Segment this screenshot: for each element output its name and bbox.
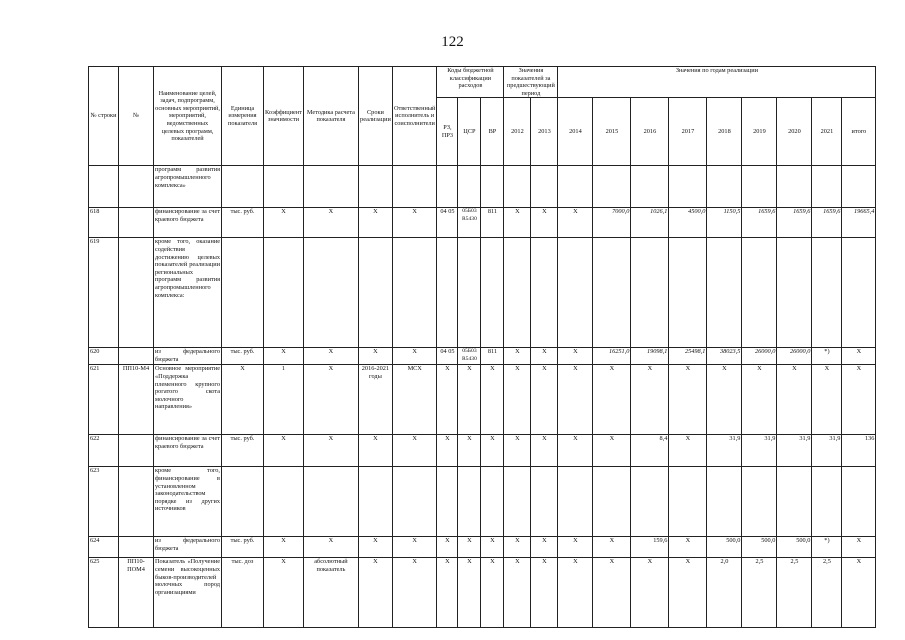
cell-code [119,435,154,467]
cell-unit: тыс. руб. [222,435,264,467]
cell-vr: 811 [481,348,504,365]
cell-2018: 38023,5 [707,348,742,365]
cell-2018: 2,0 [707,558,742,628]
cell-name: финансирование за счет краевого бюджета [154,435,222,467]
cell-vr: X [481,435,504,467]
cell-2016: 1026,1 [631,208,669,238]
cell-csr: X [458,365,481,435]
cell-2012: X [504,537,531,558]
cell-2014: X [558,348,593,365]
cell-row-no: 621 [89,365,119,435]
cell-2013: X [531,558,558,628]
header-vr: ВР [481,98,504,166]
cell-2020: 500,0 [777,537,812,558]
cell-2021: 1659,6 [812,208,842,238]
cell-2017: 4500,0 [669,208,707,238]
cell-2014: X [558,537,593,558]
cell-2020: 1659,6 [777,208,812,238]
cell-2020: X [777,365,812,435]
cell-rz: X [437,365,458,435]
cell-total: X [842,558,876,628]
cell-code [119,537,154,558]
cell-2014: X [558,208,593,238]
cell-row-no: 622 [89,435,119,467]
cell-2016: X [631,558,669,628]
cell-name: из федерального бюджета [155,348,220,363]
cell-2013: X [531,435,558,467]
header-coef: Коэффициент значимости [264,67,304,166]
cell-unit: тыс. доз [222,558,264,628]
header-year-2018: 2018 [707,98,742,166]
table-row [89,166,876,208]
header-total: итого [842,98,876,166]
cell-name: финансирование за счет краевого бюджета [154,208,222,238]
header-unit: Единица измерения показателя [222,67,264,166]
cell-2016: 19098,1 [631,348,669,365]
cell-coef: 1 [264,365,304,435]
cell-row-no: 620 [89,348,119,365]
cell-2017: 25498,1 [669,348,707,365]
cell-2021: 31,9 [812,435,842,467]
cell-2018: 1150,5 [707,208,742,238]
cell-csr: X [458,435,481,467]
header-year-2017: 2017 [669,98,707,166]
cell-name: из федерального бюджета [154,537,222,558]
cell-coef: X [264,558,304,628]
cell-responsible: X [392,537,436,558]
cell-2021: *) [812,537,842,558]
cell-csr: 05Б03 R5430 [458,348,481,365]
cell-total: X [842,365,876,435]
cell-2017: X [669,558,707,628]
cell-method: X [303,435,358,467]
header-rz: РЗ, ПР3 [437,98,458,166]
cell-responsible: X [392,208,436,238]
header-code: № [119,67,154,166]
cell-vr: X [481,365,504,435]
table-row [89,467,876,537]
cell-2017: X [669,365,707,435]
cell-2021: 2,5 [812,558,842,628]
header-prev-period: Значения показателей за предшествующий период [504,67,558,98]
cell-rz: 04 05 [437,348,458,365]
cell-method: X [303,348,358,365]
cell-code [119,166,154,208]
cell-responsible: X [392,435,436,467]
cell-row-no: 618 [89,208,119,238]
cell-2018: 31,9 [707,435,742,467]
cell-name: кроме того, оказание содействия достижению целевых показателей реализации региональных программ развития агропромышленного комплекса: [154,238,222,348]
cell-name: Основное мероприятие «Поддержка племенного крупного рогатого скота молочного направления» [154,365,222,435]
cell-2012: X [504,348,531,365]
header-year-2012: 2012 [504,98,531,166]
cell-code: ПП10-М4 [119,365,154,435]
page-number: 122 [441,34,464,50]
cell-unit: тыс. руб. [222,348,264,365]
cell-name: программ развития агропромышленного комплекса» [154,166,222,208]
cell-2014: X [558,435,593,467]
cell-2012: X [504,208,531,238]
header-responsible: Ответственный исполнитель и соисполнители [392,67,436,166]
cell-2013: X [531,348,558,365]
cell-2013: X [531,208,558,238]
cell-name: кроме того, финансирование в установленном законодательством порядке из других источников [154,467,222,537]
cell-2019: 26000,0 [742,348,777,365]
cell-terms: X [358,537,392,558]
cell-responsible: X [392,558,436,628]
cell-2019: 2,5 [742,558,777,628]
cell-2012: X [504,435,531,467]
cell-2015: X [593,435,631,467]
cell-coef: X [264,435,304,467]
cell-method: X [303,208,358,238]
cell-coef: X [264,537,304,558]
cell-terms: X [358,558,392,628]
cell-2020: 26000,0 [777,348,812,365]
cell-csr: X [458,537,481,558]
cell-coef: X [264,348,304,365]
cell-row-no: 619 [89,238,119,348]
cell-unit: тыс. руб. [222,537,264,558]
cell-2017: X [669,537,707,558]
cell-2018: X [707,365,742,435]
cell-row-no: 625 [89,558,119,628]
header-year-2021: 2021 [812,98,842,166]
table-row [89,435,876,467]
cell-vr: X [481,537,504,558]
cell-terms: X [358,208,392,238]
header-year-2015: 2015 [593,98,631,166]
table-row [89,238,876,348]
cell-rz: 04 05 [437,208,458,238]
header-year-2013: 2013 [531,98,558,166]
header-method: Методика расчета показателя [303,67,358,166]
header-row-no: № строки [89,67,119,166]
cell-row-no [89,166,119,208]
cell-method: X [303,365,358,435]
cell-name: Показатель «Получение семени высокоценных быков-производителей молочных пород организациями [154,558,222,628]
indicators-table [88,66,876,628]
cell-unit: тыс. руб. [222,208,264,238]
cell-unit: X [222,365,264,435]
cell-responsible: МСХ [392,365,436,435]
cell-rz: X [437,558,458,628]
header-year-2016: 2016 [631,98,669,166]
cell-total: 19665,4 [842,208,876,238]
cell-csr: 05Б03 R5430 [458,208,481,238]
header-terms: Сроки реализации [358,67,392,166]
table-row [89,348,876,365]
cell-terms: X [358,435,392,467]
cell-total: X [842,348,876,365]
table-row [89,365,876,435]
cell-code [119,238,154,348]
cell-code [119,208,154,238]
cell-row-no: 624 [89,537,119,558]
cell-terms: X [358,348,392,365]
cell-vr: X [481,558,504,628]
cell-2021: X [812,365,842,435]
cell-vr: 811 [481,208,504,238]
cell-2015: X [593,537,631,558]
cell-method: X [303,537,358,558]
cell-2015: X [593,365,631,435]
cell-csr: X [458,558,481,628]
cell-2013: X [531,537,558,558]
header-name: Наименование целей, задач, подпрограмм, основных мероприятий, мероприятий, ведомственных целевых программ, показателей [154,67,222,166]
cell-2015: 7000,0 [593,208,631,238]
cell-row-no: 623 [89,467,119,537]
cell-2015: X [593,558,631,628]
header-year-2019: 2019 [742,98,777,166]
cell-2021: *) [812,348,842,365]
cell-2019: 500,0 [742,537,777,558]
cell-2016: 159,6 [631,537,669,558]
cell-2016: X [631,365,669,435]
cell-2019: 1659,6 [742,208,777,238]
cell-2013: X [531,365,558,435]
cell-terms: 2016-2021 годы [358,365,392,435]
cell-2012: X [504,365,531,435]
cell-2020: 31,9 [777,435,812,467]
table-row [89,558,876,628]
header-budget-codes: Коды бюджетной классификации расходов [437,67,504,98]
cell-total: 136 [842,435,876,467]
header-year-2020: 2020 [777,98,812,166]
cell-code [119,467,154,537]
header-years: Значения по годам реализации [558,67,876,98]
cell-2014: X [558,558,593,628]
header-year-2014: 2014 [558,98,593,166]
header-csr: ЦСР [458,98,481,166]
cell-rz: X [437,435,458,467]
table-row [89,537,876,558]
cell-2017: X [669,435,707,467]
cell-2019: X [742,365,777,435]
cell-coef: X [264,208,304,238]
cell-code [119,348,154,365]
cell-rz: X [437,537,458,558]
cell-2016: 8,4 [631,435,669,467]
cell-total: X [842,537,876,558]
cell-responsible: X [392,348,436,365]
cell-2012: X [504,558,531,628]
cell-code: ПП10-ПОМ4 [119,558,154,628]
cell-2018: 500,0 [707,537,742,558]
cell-2019: 31,9 [742,435,777,467]
cell-2015: 16251,0 [593,348,631,365]
cell-method: абсолютный показатель [303,558,358,628]
cell-2020: 2,5 [777,558,812,628]
cell-2014: X [558,365,593,435]
table-row [89,208,876,238]
